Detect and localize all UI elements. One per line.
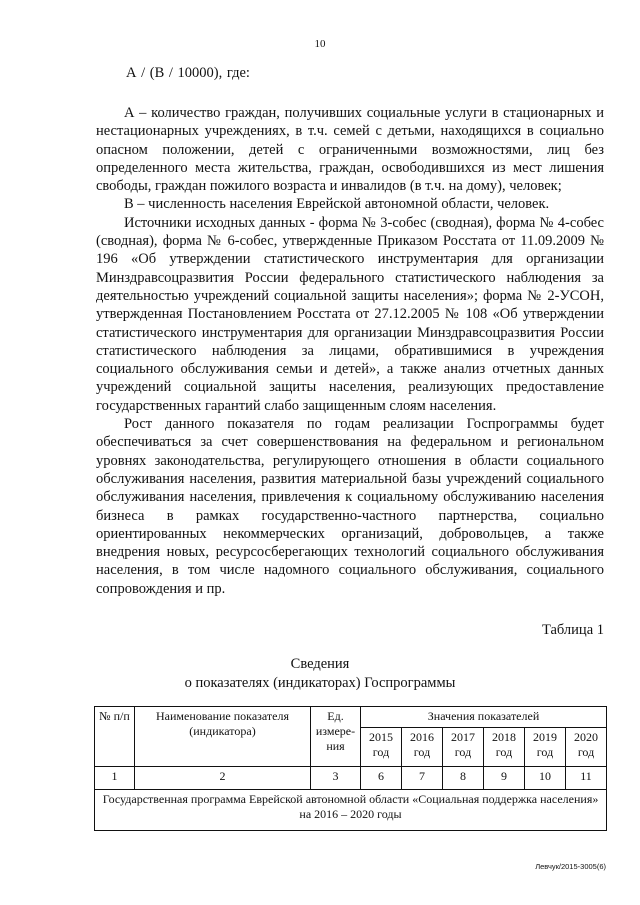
table-program-row — [95, 790, 607, 831]
header-num: № п/п — [95, 707, 135, 767]
year-label: 2018 — [492, 730, 516, 744]
year-label: 2015 — [369, 730, 393, 744]
year-label: 2017 — [451, 730, 475, 744]
year-suffix: год — [454, 745, 472, 759]
header-year-cell — [402, 728, 443, 767]
paragraph-growth: Рост данного показателя по годам реализации Госпрограммы будет обеспечиваться за счет совершенствования на федеральном и региональном уровнях законодательства, регулирующего отношения в области социального обслуживания населения, развития материальной базы учреждений социального обслуживания населения, привлечения к социальному обслуживанию населения бизнеса в рамках государственно-частного партнерства, социально ориентированных некоммерческих организаций, добровольцев, а также внедрения новых, ресурсосберегающих технологий социального обслуживания населения, в том числе надомного социального обслуживания, социального сопровождения и пр. — [96, 416, 604, 597]
year-label: 2016 — [410, 730, 434, 744]
body-text — [96, 104, 604, 598]
header-year-cell — [361, 728, 402, 767]
header-unit: Ед. измере-ния — [311, 707, 361, 767]
year-suffix: год — [536, 745, 554, 759]
index-cell: 6 — [361, 767, 402, 790]
table-caption — [0, 655, 640, 693]
year-suffix: год — [413, 745, 431, 759]
year-suffix: год — [372, 745, 390, 759]
header-name: Наименование показателя (индикатора) — [135, 707, 311, 767]
indicators-table — [94, 706, 607, 831]
year-label: 2019 — [533, 730, 557, 744]
header-year-cell — [566, 728, 607, 767]
paragraph-definition-b: В – численность населения Еврейской автономной области, человек. — [124, 196, 550, 213]
header-year-cell — [525, 728, 566, 767]
header-year-cell — [443, 728, 484, 767]
footer-document-code: Левчук/2015-3005(6) — [535, 862, 606, 871]
table-label: Таблица 1 — [541, 622, 604, 638]
year-suffix: год — [577, 745, 595, 759]
year-suffix: год — [495, 745, 513, 759]
index-cell: 11 — [566, 767, 607, 790]
header-year-cell — [484, 728, 525, 767]
page-number: 10 — [314, 38, 326, 50]
paragraph-definition-a: А – количество граждан, получивших социальные услуги в стационарных и нестационарных учреждениях, в т.ч. семей с детьми, находящихся в социально опасном положении, детей с ограниченными возможностями, лиц без определенного места жительства, граждан, освободившихся из мест лишения свободы, граждан пожилого возраста и инвалидов (в т.ч. на дому), человек; — [96, 105, 604, 195]
paragraph-data-sources: Источники исходных данных - форма № 3-собес (сводная), форма № 4-собес (сводная), форма № 6-собес, утвержденные Приказом Росстата от 11.09.2009 № 196 «Об утверждении статистического инструментария для организации Минздравсоцразвития России федерального статистического наблюдения за деятельностью учреждений социальной защиты населения»; форма № 2-УСОН, утвержденная Постановлением Росстата от 27.12.2005 № 108 «Об утверждении статистического инструментария для организации Минздравсоцразвития России статистического наблюдения за лицами, обратившимися в учреждения социального обслуживания семьи и детей», а также анализ отчетных данных учреждений социальной защиты населения, реализующих предоставление государственных гарантий слабо защищенным слоям населения. — [96, 214, 604, 414]
header-values: Значения показателей — [361, 707, 607, 728]
caption-title: Сведения — [290, 656, 350, 672]
table-index-row — [95, 767, 607, 790]
caption-subtitle: о показателях (индикаторах) Госпрограммы — [184, 675, 456, 691]
table-header-row — [95, 707, 607, 728]
index-cell: 2 — [135, 767, 311, 790]
index-cell: 3 — [311, 767, 361, 790]
index-cell: 7 — [402, 767, 443, 790]
program-title-cell: Государственная программа Еврейской автономной области «Социальная поддержка населения» на 2016 – 2020 годы — [95, 790, 607, 831]
index-cell: 9 — [484, 767, 525, 790]
index-cell: 8 — [443, 767, 484, 790]
year-label: 2020 — [574, 730, 599, 744]
formula-line: А / (В / 10000), где: — [126, 65, 250, 81]
index-cell: 10 — [525, 767, 566, 790]
index-cell: 1 — [95, 767, 135, 790]
